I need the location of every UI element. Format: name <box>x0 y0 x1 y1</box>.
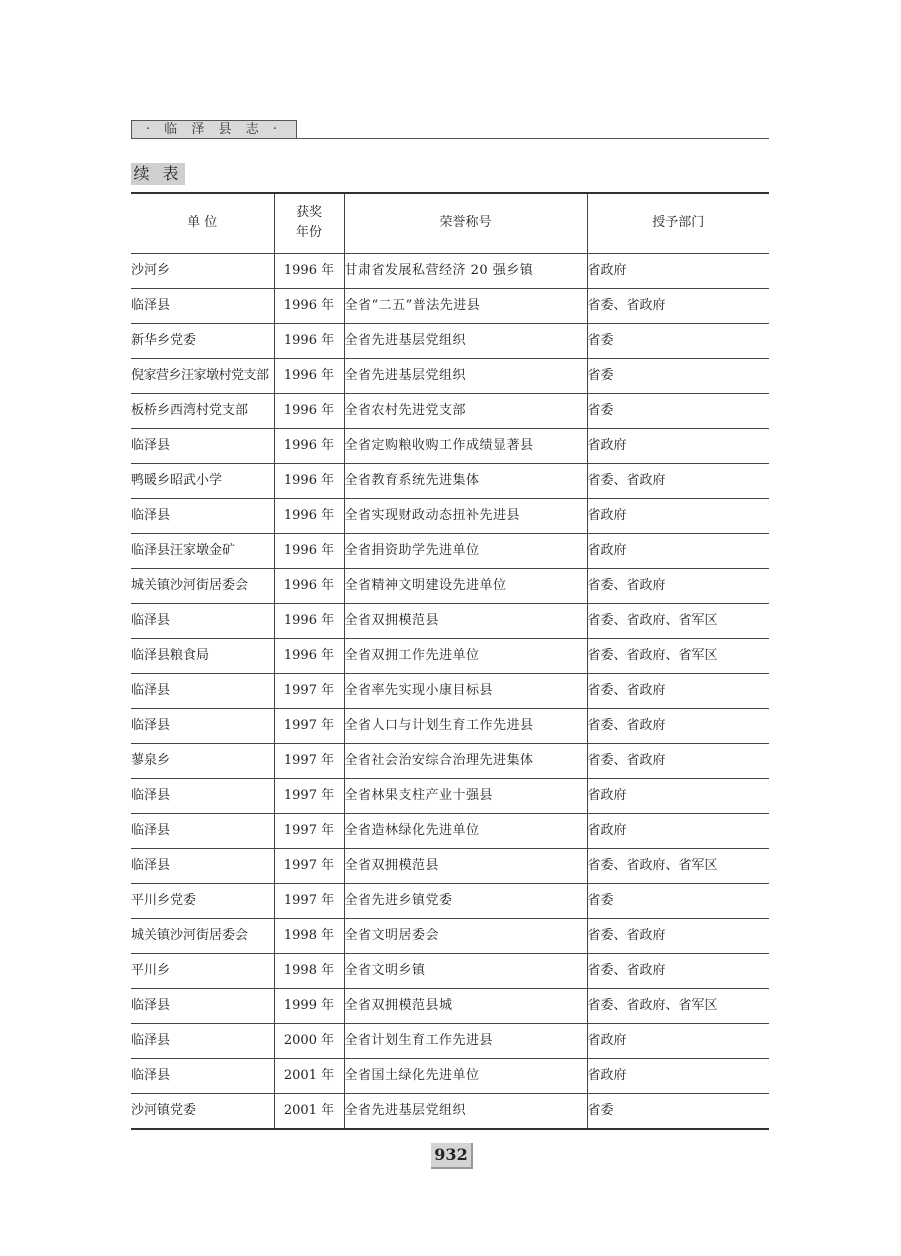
col-header-year: 获奖 年份 <box>274 193 344 253</box>
cell-dept: 省政府 <box>587 778 769 813</box>
table-row <box>131 498 769 533</box>
cell-unit: 临泽县 <box>131 673 274 708</box>
cell-year: 1996 年 <box>274 638 344 673</box>
cell-year: 1997 年 <box>274 743 344 778</box>
cell-honor: 全省率先实现小康目标县 <box>344 673 587 708</box>
cell-year: 1997 年 <box>274 813 344 848</box>
cell-honor: 全省双拥模范县 <box>344 603 587 638</box>
cell-dept: 省委、省政府 <box>587 568 769 603</box>
table-row <box>131 778 769 813</box>
cell-year: 1998 年 <box>274 953 344 988</box>
cell-year: 1999 年 <box>274 988 344 1023</box>
cell-honor: 全省定购粮收购工作成绩显著县 <box>344 428 587 463</box>
cell-unit: 平川乡 <box>131 953 274 988</box>
table-row <box>131 533 769 568</box>
cell-unit: 沙河乡 <box>131 253 274 288</box>
cell-unit: 临泽县 <box>131 778 274 813</box>
cell-dept: 省委、省政府、省军区 <box>587 603 769 638</box>
table-row <box>131 603 769 638</box>
cell-honor: 全省人口与计划生育工作先进县 <box>344 708 587 743</box>
cell-honor: 全省捐资助学先进单位 <box>344 533 587 568</box>
table-row <box>131 323 769 358</box>
cell-honor: 全省实现财政动态扭补先进县 <box>344 498 587 533</box>
cell-year: 1997 年 <box>274 848 344 883</box>
cell-unit: 城关镇沙河街居委会 <box>131 568 274 603</box>
cell-unit: 临泽县粮食局 <box>131 638 274 673</box>
cell-year: 1998 年 <box>274 918 344 953</box>
cell-dept: 省委、省政府 <box>587 743 769 778</box>
cell-year: 1996 年 <box>274 358 344 393</box>
cell-year: 1996 年 <box>274 498 344 533</box>
cell-honor: 全省先进基层党组织 <box>344 358 587 393</box>
table-row <box>131 253 769 288</box>
table-row <box>131 393 769 428</box>
table-row <box>131 988 769 1023</box>
cell-unit: 平川乡党委 <box>131 883 274 918</box>
cell-dept: 省政府 <box>587 1058 769 1093</box>
table-row <box>131 638 769 673</box>
cell-honor: 全省社会治安综合治理先进集体 <box>344 743 587 778</box>
continued-table-label: 续 表 <box>131 163 185 185</box>
cell-unit: 临泽县 <box>131 428 274 463</box>
page-number: 932 <box>431 1143 473 1169</box>
cell-dept: 省委 <box>587 1093 769 1129</box>
cell-unit: 临泽县 <box>131 848 274 883</box>
cell-year: 1997 年 <box>274 673 344 708</box>
cell-year: 1996 年 <box>274 463 344 498</box>
table-row <box>131 813 769 848</box>
cell-year: 1996 年 <box>274 603 344 638</box>
table-row <box>131 463 769 498</box>
table-row <box>131 743 769 778</box>
cell-honor: 全省双拥模范县城 <box>344 988 587 1023</box>
cell-unit: 临泽县汪家墩金矿 <box>131 533 274 568</box>
cell-year: 1997 年 <box>274 778 344 813</box>
cell-dept: 省委 <box>587 358 769 393</box>
cell-year: 1996 年 <box>274 533 344 568</box>
cell-honor: 全省双拥工作先进单位 <box>344 638 587 673</box>
table-row <box>131 288 769 323</box>
cell-honor: 全省“二五”普法先进县 <box>344 288 587 323</box>
cell-dept: 省委、省政府 <box>587 673 769 708</box>
cell-unit: 鸭暖乡昭武小学 <box>131 463 274 498</box>
cell-dept: 省委、省政府 <box>587 953 769 988</box>
col-header-honor: 荣誉称号 <box>344 193 587 253</box>
cell-unit: 临泽县 <box>131 288 274 323</box>
book-title: · 临 泽 县 志 · <box>131 120 297 139</box>
cell-dept: 省委 <box>587 393 769 428</box>
table-row <box>131 1058 769 1093</box>
table-row <box>131 358 769 393</box>
cell-honor: 全省双拥模范县 <box>344 848 587 883</box>
table-row <box>131 673 769 708</box>
table-row <box>131 953 769 988</box>
cell-honor: 全省林果支柱产业十强县 <box>344 778 587 813</box>
cell-honor: 全省先进基层党组织 <box>344 323 587 358</box>
cell-dept: 省政府 <box>587 533 769 568</box>
cell-dept: 省委、省政府、省军区 <box>587 988 769 1023</box>
cell-unit: 临泽县 <box>131 498 274 533</box>
col-header-dept: 授予部门 <box>587 193 769 253</box>
table-row <box>131 918 769 953</box>
table-header-row <box>131 193 769 253</box>
cell-year: 2001 年 <box>274 1093 344 1129</box>
awards-table <box>131 192 769 1130</box>
cell-unit: 沙河镇党委 <box>131 1093 274 1129</box>
cell-unit: 蓼泉乡 <box>131 743 274 778</box>
cell-dept: 省政府 <box>587 498 769 533</box>
cell-unit: 倪家营乡汪家墩村党支部 <box>131 358 274 393</box>
cell-unit: 临泽县 <box>131 1058 274 1093</box>
cell-honor: 全省精神文明建设先进单位 <box>344 568 587 603</box>
cell-dept: 省委、省政府 <box>587 463 769 498</box>
cell-dept: 省政府 <box>587 253 769 288</box>
cell-dept: 省委 <box>587 323 769 358</box>
cell-year: 1996 年 <box>274 288 344 323</box>
cell-honor: 全省农村先进党支部 <box>344 393 587 428</box>
cell-honor: 全省教育系统先进集体 <box>344 463 587 498</box>
cell-unit: 临泽县 <box>131 988 274 1023</box>
cell-honor: 全省文明乡镇 <box>344 953 587 988</box>
cell-dept: 省委、省政府、省军区 <box>587 848 769 883</box>
cell-unit: 临泽县 <box>131 813 274 848</box>
cell-year: 1996 年 <box>274 568 344 603</box>
cell-unit: 临泽县 <box>131 1023 274 1058</box>
cell-dept: 省委、省政府、省军区 <box>587 638 769 673</box>
cell-dept: 省政府 <box>587 428 769 463</box>
cell-dept: 省政府 <box>587 1023 769 1058</box>
cell-honor: 全省先进乡镇党委 <box>344 883 587 918</box>
table-row <box>131 568 769 603</box>
cell-honor: 全省文明居委会 <box>344 918 587 953</box>
cell-honor: 全省计划生育工作先进县 <box>344 1023 587 1058</box>
table-row <box>131 1093 769 1129</box>
cell-unit: 临泽县 <box>131 708 274 743</box>
cell-dept: 省委、省政府 <box>587 708 769 743</box>
table-row <box>131 1023 769 1058</box>
cell-dept: 省委、省政府 <box>587 288 769 323</box>
cell-unit: 新华乡党委 <box>131 323 274 358</box>
cell-honor: 甘肃省发展私营经济 20 强乡镇 <box>344 253 587 288</box>
table-row <box>131 848 769 883</box>
cell-unit: 城关镇沙河街居委会 <box>131 918 274 953</box>
cell-year: 2001 年 <box>274 1058 344 1093</box>
table-row <box>131 883 769 918</box>
cell-year: 1996 年 <box>274 428 344 463</box>
cell-year: 1997 年 <box>274 883 344 918</box>
header-rule <box>297 138 769 139</box>
cell-unit: 临泽县 <box>131 603 274 638</box>
cell-honor: 全省先进基层党组织 <box>344 1093 587 1129</box>
cell-year: 1996 年 <box>274 323 344 358</box>
cell-honor: 全省国土绿化先进单位 <box>344 1058 587 1093</box>
cell-year: 1996 年 <box>274 253 344 288</box>
table-row <box>131 708 769 743</box>
cell-year: 2000 年 <box>274 1023 344 1058</box>
table-row <box>131 428 769 463</box>
cell-year: 1997 年 <box>274 708 344 743</box>
cell-dept: 省委、省政府 <box>587 918 769 953</box>
col-header-unit: 单 位 <box>131 193 274 253</box>
cell-honor: 全省造林绿化先进单位 <box>344 813 587 848</box>
cell-year: 1996 年 <box>274 393 344 428</box>
cell-dept: 省政府 <box>587 813 769 848</box>
cell-unit: 板桥乡西湾村党支部 <box>131 393 274 428</box>
cell-dept: 省委 <box>587 883 769 918</box>
